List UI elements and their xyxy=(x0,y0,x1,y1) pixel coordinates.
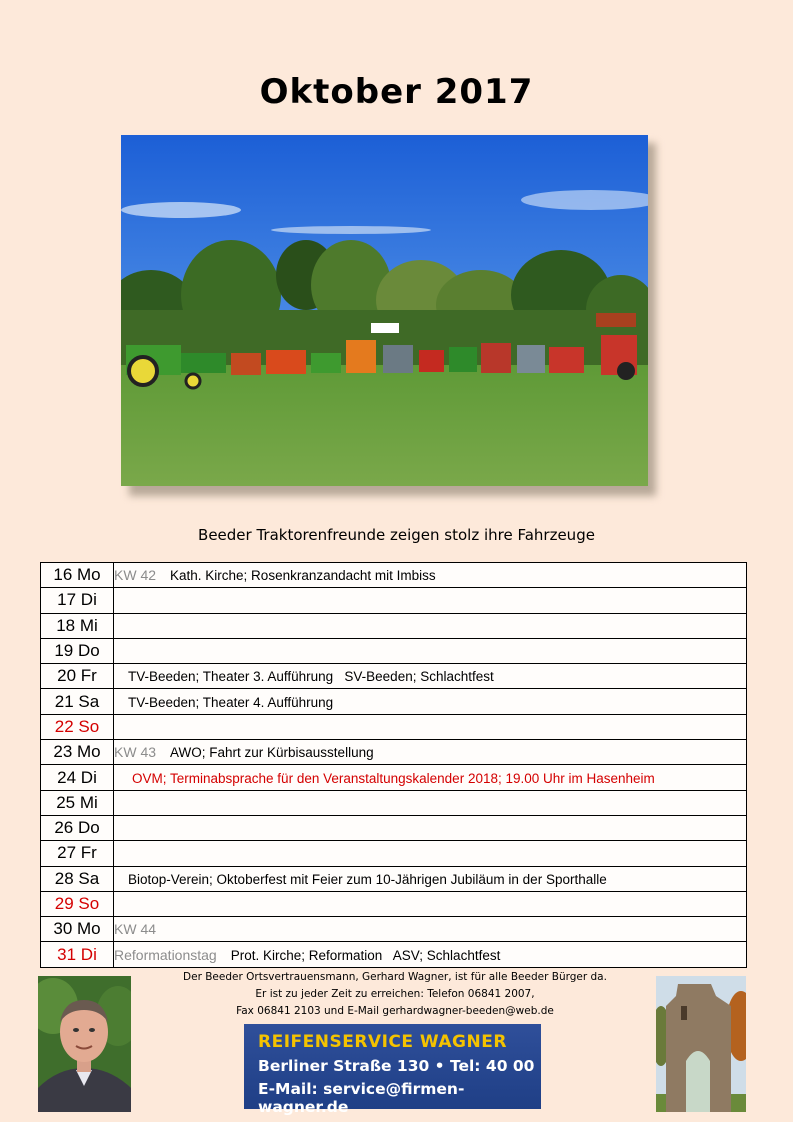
ad-address: Berliner Straße 130 • Tel: 40 00 xyxy=(258,1057,535,1075)
tower-ruin-photo xyxy=(656,976,746,1112)
contact-line-2: Er ist zu jeder Zeit zu erreichen: Telefon 06841 2007, xyxy=(255,988,535,1000)
calendar-event-cell xyxy=(114,664,747,689)
calendar-day: 24 Di xyxy=(41,765,114,790)
calendar-row xyxy=(41,664,747,689)
calendar-event-text: TV-Beeden; Theater 3. Aufführung SV-Beeden; Schlachtfest xyxy=(128,669,494,685)
calendar-day: 23 Mo xyxy=(41,740,114,765)
calendar-day: 18 Mi xyxy=(41,613,114,638)
calendar-row xyxy=(41,917,747,942)
calendar-event-text: Prot. Kirche; Reformation ASV; Schlachtfest xyxy=(230,947,501,963)
photo-caption: Beeder Traktorenfreunde zeigen stolz ihre Fahrzeuge xyxy=(198,526,595,544)
calendar-day: 26 Do xyxy=(41,815,114,840)
calendar-week-label: KW 42 xyxy=(114,567,157,584)
calendar-event-cell xyxy=(114,765,747,790)
calendar-row xyxy=(41,689,747,714)
calendar-event-cell xyxy=(114,891,747,916)
ad-email: E-Mail: service@firmen-wagner.de xyxy=(258,1080,465,1116)
calendar-event-text: Biotop-Verein; Oktoberfest mit Feier zum 10-Jährigen Jubiläum in der Sporthalle xyxy=(128,871,607,887)
contact-line-1: Der Beeder Ortsvertrauensmann, Gerhard Wagner, ist für alle Beeder Bürger da. xyxy=(183,971,607,983)
calendar-day: 31 Di xyxy=(41,942,114,967)
portrait-photo xyxy=(38,976,131,1112)
calendar-row xyxy=(41,714,747,739)
tractor-photo xyxy=(121,135,648,486)
calendar-event-text: Kath. Kirche; Rosenkranzandacht mit Imbiss xyxy=(170,568,436,584)
calendar-event-cell xyxy=(114,563,747,588)
ad-title: REIFENSERVICE WAGNER xyxy=(258,1032,507,1052)
calendar-week-label: KW 43 xyxy=(114,744,157,761)
calendar-row xyxy=(41,638,747,663)
calendar-row xyxy=(41,790,747,815)
calendar-day: 20 Fr xyxy=(41,664,114,689)
calendar-row xyxy=(41,563,747,588)
calendar-week-label: KW 44 xyxy=(114,921,157,938)
calendar-day: 19 Do xyxy=(41,638,114,663)
calendar-row xyxy=(41,765,747,790)
calendar-event-cell xyxy=(114,917,747,942)
calendar-row xyxy=(41,815,747,840)
ad-reifenservice xyxy=(244,1024,541,1116)
calendar-row xyxy=(41,866,747,891)
calendar-day: 17 Di xyxy=(41,588,114,613)
calendar-week-label: Reformationstag xyxy=(114,946,217,963)
calendar-day: 30 Mo xyxy=(41,917,114,942)
calendar-day: 25 Mi xyxy=(41,790,114,815)
calendar-row xyxy=(41,613,747,638)
contact-line-3: Fax 06841 2103 und E-Mail gerhardwagner-beeden@web.de xyxy=(236,1005,554,1017)
calendar-day: 28 Sa xyxy=(41,866,114,891)
calendar-event-text: AWO; Fahrt zur Kürbisausstellung xyxy=(170,745,374,761)
page-title: Oktober 2017 xyxy=(259,72,534,112)
calendar-event-cell xyxy=(114,790,747,815)
calendar-row xyxy=(41,942,747,967)
calendar-event-cell xyxy=(114,740,747,765)
contact-info xyxy=(140,969,650,1020)
calendar-event-cell xyxy=(114,588,747,613)
calendar-day: 22 So xyxy=(41,714,114,739)
calendar-row xyxy=(41,891,747,916)
calendar-event-cell xyxy=(114,866,747,891)
calendar-day: 21 Sa xyxy=(41,689,114,714)
calendar-day: 29 So xyxy=(41,891,114,916)
calendar-row xyxy=(41,740,747,765)
calendar-event-text: TV-Beeden; Theater 4. Aufführung xyxy=(128,694,334,710)
calendar-event-highlight: OVM; Terminabsprache für den Veranstaltungskalender 2018; 19.00 Uhr im Hasenheim xyxy=(132,770,655,786)
calendar-event-cell xyxy=(114,613,747,638)
calendar-row xyxy=(41,841,747,866)
calendar-day: 16 Mo xyxy=(41,563,114,588)
calendar-event-cell xyxy=(114,815,747,840)
calendar-event-cell xyxy=(114,638,747,663)
calendar-row xyxy=(41,588,747,613)
calendar-event-cell xyxy=(114,841,747,866)
event-calendar xyxy=(40,562,747,968)
calendar-event-cell xyxy=(114,942,747,967)
calendar-event-cell xyxy=(114,714,747,739)
calendar-day: 27 Fr xyxy=(41,841,114,866)
calendar-event-cell xyxy=(114,689,747,714)
